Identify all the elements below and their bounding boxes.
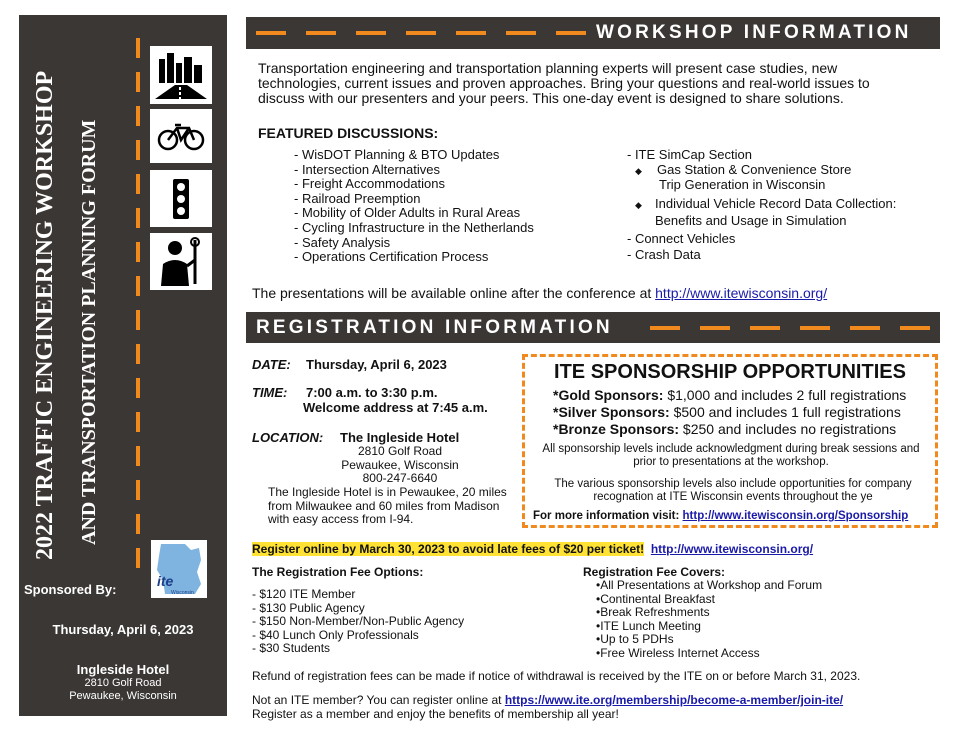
title-line-2: AND TRANSPORTATION PLANNING FORUM [78,119,100,545]
bronze-label: *Bronze Sponsors: [553,421,680,437]
divider [136,174,140,194]
divider [136,242,140,262]
divider [136,208,140,228]
divider [750,326,780,330]
list-item: • Continental Breakfast [596,593,896,607]
bronze-level [553,421,906,438]
city-icon [150,46,212,104]
sidebar-venue-name: Ingleside Hotel [76,662,170,677]
divider [506,31,536,35]
featured-list-right [627,148,927,262]
list-item: • ITE Lunch Meeting [596,620,896,634]
divider [136,276,140,296]
divider [136,38,140,58]
list-item: • All Presentations at Workshop and Forum [596,579,896,593]
member-note: Not an ITE member? You can register online at [252,693,502,707]
location-label: LOCATION: [252,430,324,445]
more-info-label: For more information visit: [533,510,680,522]
date-row [252,358,447,373]
list-item: - Railroad Preemption [294,190,421,206]
list-item: • Up to 5 PDHs [596,633,896,647]
divider [136,140,140,160]
time-label: TIME: [252,385,288,400]
list-item: - $130 Public Agency [252,600,365,615]
list-item-text: Benefits and Usage in Simulation [655,213,847,229]
sponsor-levels [553,387,906,438]
silver-level [553,404,906,421]
divider [136,72,140,92]
divider [136,106,140,126]
sponsored-by-label: Sponsored By: [24,582,117,597]
online-note-text: The presentations will be available online after the conference at [252,285,652,301]
divider [650,326,680,330]
silver-text: $500 and includes 1 full registrations [673,404,901,420]
sponsorship-note-1: All sponsorship levels include acknowledgment during break sessions and prior to presentations at the workshop. [542,443,920,468]
workshop-online-link[interactable]: http://www.itewisconsin.org/ [655,285,828,301]
list-item: - Mobility of Older Adults in Rural Areas [294,205,521,221]
list-item: - Freight Accommodations [294,176,446,192]
divider [136,548,140,568]
member-note-2: Register as a member and enjoy the benefits of membership all year! [252,707,619,721]
list-item [627,163,927,179]
list-item: - $40 Lunch Only Professionals [252,627,419,642]
workshop-header-title: WORKSHOP INFORMATION [596,22,912,43]
divider [136,514,140,534]
sponsorship-note-2: The various sponsorship levels also include opportunities for company recognation at ITE Wisconsin events throughout the ye [554,478,912,503]
more-info [533,510,908,522]
list-item [627,197,927,213]
divider [356,31,386,35]
fee-options-list [252,588,552,656]
workshop-intro: Transportation engineering and transportation planning experts will present case studies, new technologies, current issues and proven approaches. Bring your questions and real-world issues to discuss with our presenters and your peers. This one-day event is designed to share solutions. [258,60,870,106]
member-note-row [252,694,843,708]
gold-text: $1,000 and includes 2 full registrations [667,387,907,403]
list-item: • Break Refreshments [596,606,896,620]
list-item: - Intersection Alternatives [294,161,440,177]
list-item: - ITE SimCap Section [627,147,752,162]
sponsorship-link[interactable]: http://www.itewisconsin.org/Sponsorship [682,510,909,522]
list-item: - $30 Students [252,641,331,655]
sponsorship-title: ITE SPONSORSHIP OPPORTUNITIES [554,361,906,383]
logo-subtext: Wisconsin [171,590,194,596]
title-line-1: 2022 TRAFFIC ENGINEERING WORKSHOP [32,70,58,560]
divider [136,446,140,466]
member-link[interactable]: https://www.ite.org/membership/become-a-member/join-ite/ [504,693,844,707]
divider [800,326,830,330]
divider [306,31,336,35]
sidebar-venue-address1: 2810 Golf Road [84,677,162,689]
list-item-text: Individual Vehicle Record Data Collection: [655,195,897,211]
workshop-header-bar [246,17,940,49]
location-note: The Ingleside Hotel is in Pewaukee, 20 miles from Milwaukee and 60 miles from Madison with easy access from I-94. [268,485,507,526]
sidebar-date: Thursday, April 6, 2023 [52,622,194,637]
divider [556,31,586,35]
divider [406,31,436,35]
divider [456,31,486,35]
list-item: - Operations Certification Process [294,249,489,265]
location-address [300,445,500,486]
diamond-icon: ◆ [635,165,642,176]
list-item: - Crash Data [627,246,701,262]
date-value: Thursday, April 6, 2023 [306,357,447,372]
divider [136,412,140,432]
time-value: 7:00 a.m. to 3:30 p.m. [306,385,438,400]
online-note [252,286,827,301]
traffic-signal-icon [150,170,212,227]
list-item: - Connect Vehicles [627,230,736,246]
fee-covers-heading: Registration Fee Covers: [583,565,726,579]
divider [256,31,286,35]
gold-label: *Gold Sponsors: [553,387,664,403]
diamond-icon: ◆ [635,199,642,210]
list-item: - $150 Non-Member/Non-Public Agency [252,614,465,628]
list-item-text: Trip Generation in Wisconsin [659,177,826,193]
fee-options-heading: The Registration Fee Options: [252,565,424,579]
sidebar-venue-address2: Pewaukee, Wisconsin [69,690,177,702]
refund-note: Refund of registration fees can be made if notice of withdrawal is received by the ITE on or before March 31, 2023. [252,669,861,683]
divider [136,344,140,364]
list-item: - WisDOT Planning & BTO Updates [294,147,500,162]
divider [136,480,140,500]
list-item: - Cycling Infrastructure in the Netherlands [294,219,534,235]
worker-icon [150,233,212,290]
fee-covers-list [596,579,896,660]
gold-level [553,387,906,404]
bicycle-icon [150,109,212,163]
list-item: • Free Wireless Internet Access [596,647,896,661]
divider [900,326,930,330]
silver-label: *Silver Sponsors: [553,404,670,420]
bronze-text: $250 and includes no registrations [682,421,897,437]
featured-list-left [294,148,614,265]
list-item-text: Gas Station & Convenience Store [657,161,852,177]
welcome-note: Welcome address at 7:45 a.m. [303,400,488,415]
time-row [252,386,438,401]
date-label: DATE: [252,357,291,372]
address-line-2: Pewaukee, Wisconsin [341,457,459,472]
divider [136,378,140,398]
address-line-1: 2810 Golf Road [357,444,443,458]
phone: 800-247-6640 [362,471,438,485]
register-note: Register online by March 30, 2023 to avoid late fees of $20 per ticket! [252,542,645,556]
divider [136,310,140,330]
ite-wisconsin-logo [151,540,207,598]
sidebar-title [28,40,146,560]
register-link[interactable]: http://www.itewisconsin.org/ [650,542,814,556]
featured-heading: FEATURED DISCUSSIONS: [258,125,439,141]
list-item: - $120 ITE Member [252,587,356,601]
register-note-row [252,543,813,557]
list-item: - Safety Analysis [294,234,391,250]
registration-header-bar [246,312,940,343]
logo-text: ite [157,573,174,589]
sponsorship-box [522,354,938,528]
divider [700,326,730,330]
location-name: The Ingleside Hotel [340,430,460,445]
registration-header-title: REGISTRATION INFORMATION [256,317,613,338]
divider [850,326,880,330]
